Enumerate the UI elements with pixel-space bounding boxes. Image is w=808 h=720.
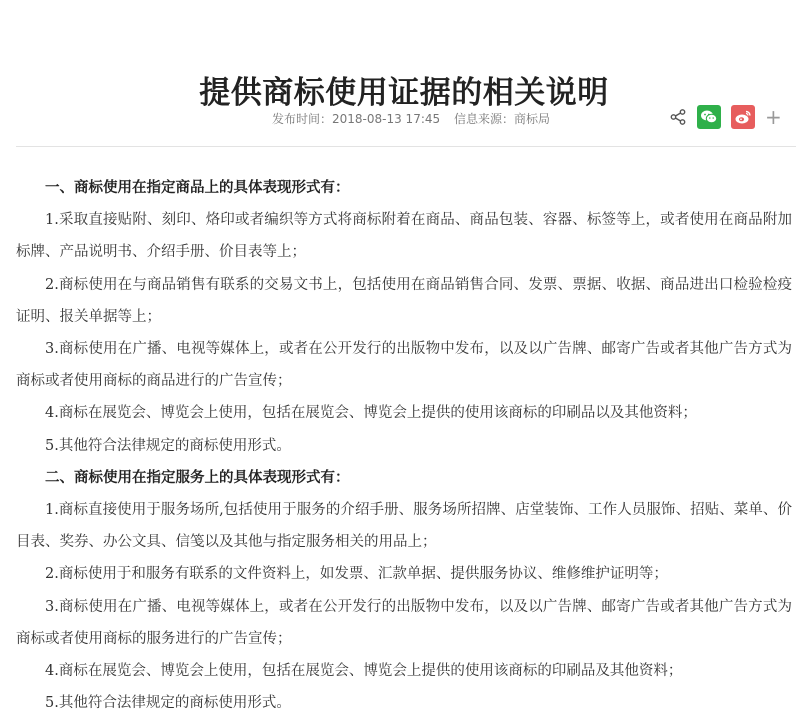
list-item: 3.商标使用在广播、电视等媒体上，或者在公开发行的出版物中发布，以及以广告牌、邮寄广告或者其他广告方式为商标或者使用商标的服务进行的广告宣传； bbox=[16, 598, 792, 647]
page-title: 提供商标使用证据的相关说明 bbox=[199, 74, 609, 111]
list-item: 4.商标在展览会、博览会上使用，包括在展览会、博览会上提供的使用该商标的印刷品及其他资料； bbox=[45, 663, 683, 680]
list-item: 2.商标使用在与商品销售有联系的交易文书上，包括使用在商品销售合同、发票、票据、收据、商品进出口检验检疫证明、报关单据等上； bbox=[16, 276, 792, 325]
share-bar bbox=[667, 104, 782, 130]
weibo-icon[interactable] bbox=[731, 105, 755, 129]
header-divider bbox=[16, 146, 796, 147]
list-item: 5.其他符合法律规定的商标使用形式。 bbox=[45, 695, 291, 712]
list-item: 3.商标使用在广播、电视等媒体上，或者在公开发行的出版物中发布，以及以广告牌、邮寄广告或者其他广告方式为商标或者使用商标的商品进行的广告宣传； bbox=[16, 341, 792, 390]
list-item: 2.商标使用于和服务有联系的文件资料上，如发票、汇款单据、提供服务协议、维修维护证明等； bbox=[45, 566, 668, 583]
article-meta bbox=[272, 110, 560, 128]
list-item: 1.商标直接使用于服务场所,包括使用于服务的介绍手册、服务场所招牌、店堂装饰、工作人员服饰、招贴、菜单、价目表、奖券、办公文具、信笺以及其他与指定服务相关的用品上； bbox=[16, 502, 792, 551]
section-heading: 二、商标使用在指定服务上的具体表现形式有： bbox=[45, 468, 350, 486]
list-item: 5.其他符合法律规定的商标使用形式。 bbox=[45, 437, 291, 454]
section-heading: 一、商标使用在指定商品上的具体表现形式有： bbox=[45, 179, 350, 196]
share-icon[interactable] bbox=[667, 106, 689, 128]
publish-time: 发布时间：2018-08-13 17:45 bbox=[272, 112, 441, 126]
list-item: 1.采取直接贴附、刻印、烙印或者编织等方式将商标附着在商品、商品包装、容器、标签等上，或者使用在商品附加标牌、产品说明书、介绍手册、价目表等上； bbox=[16, 212, 792, 261]
plus-icon[interactable]: + bbox=[765, 105, 782, 129]
wechat-icon[interactable] bbox=[697, 105, 721, 129]
article-body bbox=[16, 172, 792, 719]
list-item: 4.商标在展览会、博览会上使用，包括在展览会、博览会上提供的使用该商标的印刷品以及其他资料； bbox=[45, 405, 697, 422]
info-source: 信息来源：商标局 bbox=[453, 112, 550, 126]
